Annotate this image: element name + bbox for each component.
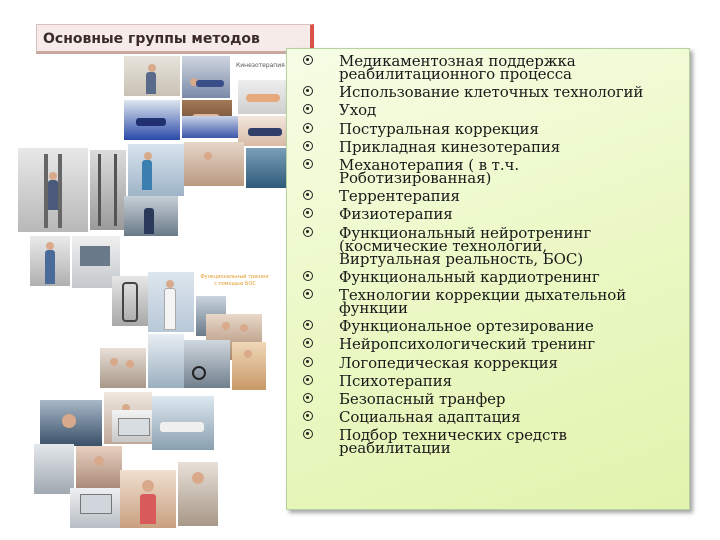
method-text: Технологии коррекции дыхательной <box>339 286 627 304</box>
method-item <box>309 83 685 102</box>
method-item <box>309 317 685 336</box>
method-text: Социальная адаптация <box>339 408 521 427</box>
photo-mechano-armeo <box>124 196 178 236</box>
method-item <box>309 353 685 372</box>
bullet-icon <box>303 86 313 96</box>
bullet-icon <box>303 338 313 348</box>
caption-biofeedback-line1: Функциональный тренинг <box>200 274 270 280</box>
method-text: Функциональное ортезирование <box>339 317 594 336</box>
photo-mechano-patient <box>184 142 244 186</box>
method-item <box>309 137 685 156</box>
method-item <box>309 371 685 390</box>
photo-physio-mask <box>40 400 102 446</box>
method-item <box>309 52 685 83</box>
photo-kinesio-standing <box>124 56 180 96</box>
bullet-icon <box>303 289 313 299</box>
photo-kinesio-lying <box>238 80 292 114</box>
methods-panel <box>286 48 690 510</box>
photo-mechano-frame <box>90 150 126 230</box>
caption-kinesiotherapy: Кинезотерапия <box>236 62 285 69</box>
photo-physio-electro <box>34 444 74 494</box>
method-item <box>309 156 685 187</box>
bullet-icon <box>303 429 313 439</box>
bullet-icon <box>303 55 313 65</box>
photo-physio-unit <box>70 488 122 528</box>
method-item <box>309 205 685 224</box>
method-text: Функциональный нейротренинг <box>339 223 592 242</box>
method-text: реабилитационного процесса <box>339 65 572 83</box>
method-item <box>309 119 685 138</box>
method-item <box>309 223 685 268</box>
method-text: реабилитации <box>339 439 451 458</box>
method-text: (космические технологии, <box>339 236 547 255</box>
method-item <box>309 101 685 120</box>
bullet-icon <box>303 123 313 133</box>
method-text: Прикладная кинезотерапия <box>339 137 561 156</box>
caption-biofeedback <box>198 274 272 288</box>
photo-kinesio-table <box>182 116 238 138</box>
method-item <box>309 408 685 427</box>
method-item <box>309 335 685 354</box>
photo-physio-patient <box>76 446 122 490</box>
method-text: Террентерапия <box>339 187 460 206</box>
photo-collage <box>0 0 290 540</box>
method-text: Физиотерапия <box>339 205 453 224</box>
method-item <box>309 187 685 206</box>
bullet-icon <box>303 208 313 218</box>
method-item <box>309 286 685 317</box>
method-text: Безопасный транфер <box>339 390 506 408</box>
photo-mechano-lokomat <box>18 148 88 232</box>
method-text: Подбор технических средств <box>339 426 567 445</box>
method-text: Функциональный кардиотренинг <box>339 267 600 286</box>
caption-biofeedback-line2: с помощью БОС <box>214 281 256 287</box>
photo-physio-bed <box>152 396 214 450</box>
bullet-icon <box>303 159 313 169</box>
method-text: Логопедическая коррекция <box>339 353 558 372</box>
photo-kinesio-mat <box>182 56 230 98</box>
method-item <box>309 267 685 286</box>
bullet-icon <box>303 141 313 151</box>
photo-bos-seated <box>232 342 266 390</box>
photo-physio-treatment <box>178 462 218 526</box>
photo-kinesio-ball <box>124 100 180 140</box>
photo-bos-room <box>148 334 184 388</box>
bullet-icon <box>303 227 313 237</box>
photo-bos-walker <box>112 276 148 326</box>
bullet-icon <box>303 411 313 421</box>
photo-mechano-therapist <box>128 144 184 196</box>
bullet-icon <box>303 393 313 403</box>
photo-mechano-gait <box>30 236 70 286</box>
method-text: Психотерапия <box>339 371 452 390</box>
slide-title: Основные группы методов <box>36 24 314 54</box>
method-text: Постуральная коррекция <box>339 119 539 138</box>
bullet-icon <box>303 357 313 367</box>
method-text: Использование клеточных технологий <box>339 83 644 102</box>
photo-physio-elderly <box>120 470 176 528</box>
method-text: Механотерапия ( в т.ч. <box>339 156 519 174</box>
method-item <box>309 426 685 458</box>
bullet-icon <box>303 104 313 114</box>
method-text: функции <box>339 299 408 317</box>
method-text: Медикаментозная поддержка <box>339 52 576 70</box>
bullet-icon <box>303 320 313 330</box>
method-text: Виртуальная реальность, БОС) <box>339 249 583 268</box>
photo-physio-group <box>100 348 146 388</box>
photo-bos-doctor <box>148 272 194 332</box>
method-item <box>309 390 685 408</box>
bullet-icon <box>303 271 313 281</box>
bullet-icon <box>303 375 313 385</box>
method-text: Нейропсихологический тренинг <box>339 335 596 354</box>
photo-bos-cycle <box>184 340 230 388</box>
bullet-icon <box>303 190 313 200</box>
method-text: Уход <box>339 101 377 120</box>
method-text: Роботизированная) <box>339 169 492 187</box>
